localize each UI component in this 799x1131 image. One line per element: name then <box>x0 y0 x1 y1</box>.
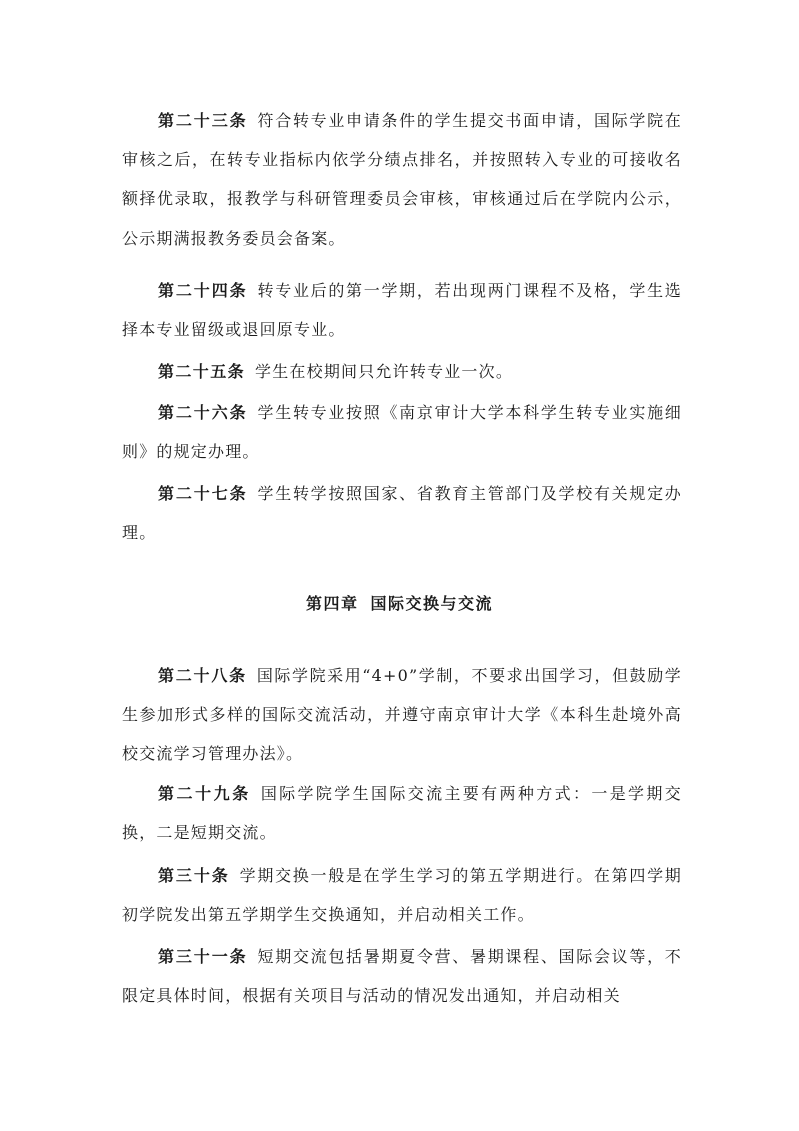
article-label: 第二十九条 <box>158 784 251 803</box>
article-label: 第三十一条 <box>158 947 248 966</box>
article-29 <box>122 774 682 852</box>
article-27 <box>122 474 682 552</box>
article-26 <box>122 393 682 471</box>
article-31 <box>122 937 682 1015</box>
article-text: 学生转专业按照《南京审计大学本科学生转专业实施细则》的规定办理。 <box>122 403 682 462</box>
article-25 <box>122 352 682 391</box>
article-text: 学生在校期间只允许转专业一次。 <box>255 362 514 381</box>
article-text: 短期交流包括暑期夏令营、暑期课程、国际会议等，不限定具体时间，根据有关项目与活动的情况发出通知，并启动相关 <box>122 947 682 1006</box>
article-24 <box>122 271 682 349</box>
article-text: 国际学院采用“4+0”学制，不要求出国学习，但鼓励学生参加形式多样的国际交流活动，并遵守南京审计大学《本科生赴境外高校交流学习管理办法》。 <box>122 666 682 764</box>
article-label: 第二十七条 <box>158 484 248 503</box>
article-text: 符合转专业申请条件的学生提交书面申请，国际学院在审核之后，在转专业指标内依学分绩点排名，并按照转入专业的可接收名额择优录取，报教学与科研管理委员会审核，审核通过后在学院内公示，公示期满报教务委员会备案。 <box>122 111 682 248</box>
article-label: 第三十条 <box>158 866 230 885</box>
article-label: 第二十六条 <box>158 403 248 422</box>
article-label: 第二十三条 <box>158 111 248 130</box>
article-text: 转专业后的第一学期，若出现两门课程不及格，学生选择本专业留级或退回原专业。 <box>122 281 682 340</box>
article-text: 学生转学按照国家、省教育主管部门及学校有关规定办理。 <box>122 484 682 543</box>
article-28 <box>122 656 682 774</box>
article-text: 学期交换一般是在学生学习的第五学期进行。在第四学期初学院发出第五学期学生交换通知，并启动相关工作。 <box>122 866 682 925</box>
article-30 <box>122 856 682 934</box>
article-23 <box>122 101 682 258</box>
article-label: 第二十五条 <box>158 362 246 381</box>
article-text: 国际学院学生国际交流主要有两种方式：一是学期交换，二是短期交流。 <box>122 784 682 843</box>
chapter-title: 国际交换与交流 <box>370 594 494 613</box>
article-label: 第二十八条 <box>158 666 247 685</box>
chapter-number: 第四章 <box>305 594 359 613</box>
article-label: 第二十四条 <box>158 281 248 300</box>
chapter-heading <box>0 591 799 614</box>
